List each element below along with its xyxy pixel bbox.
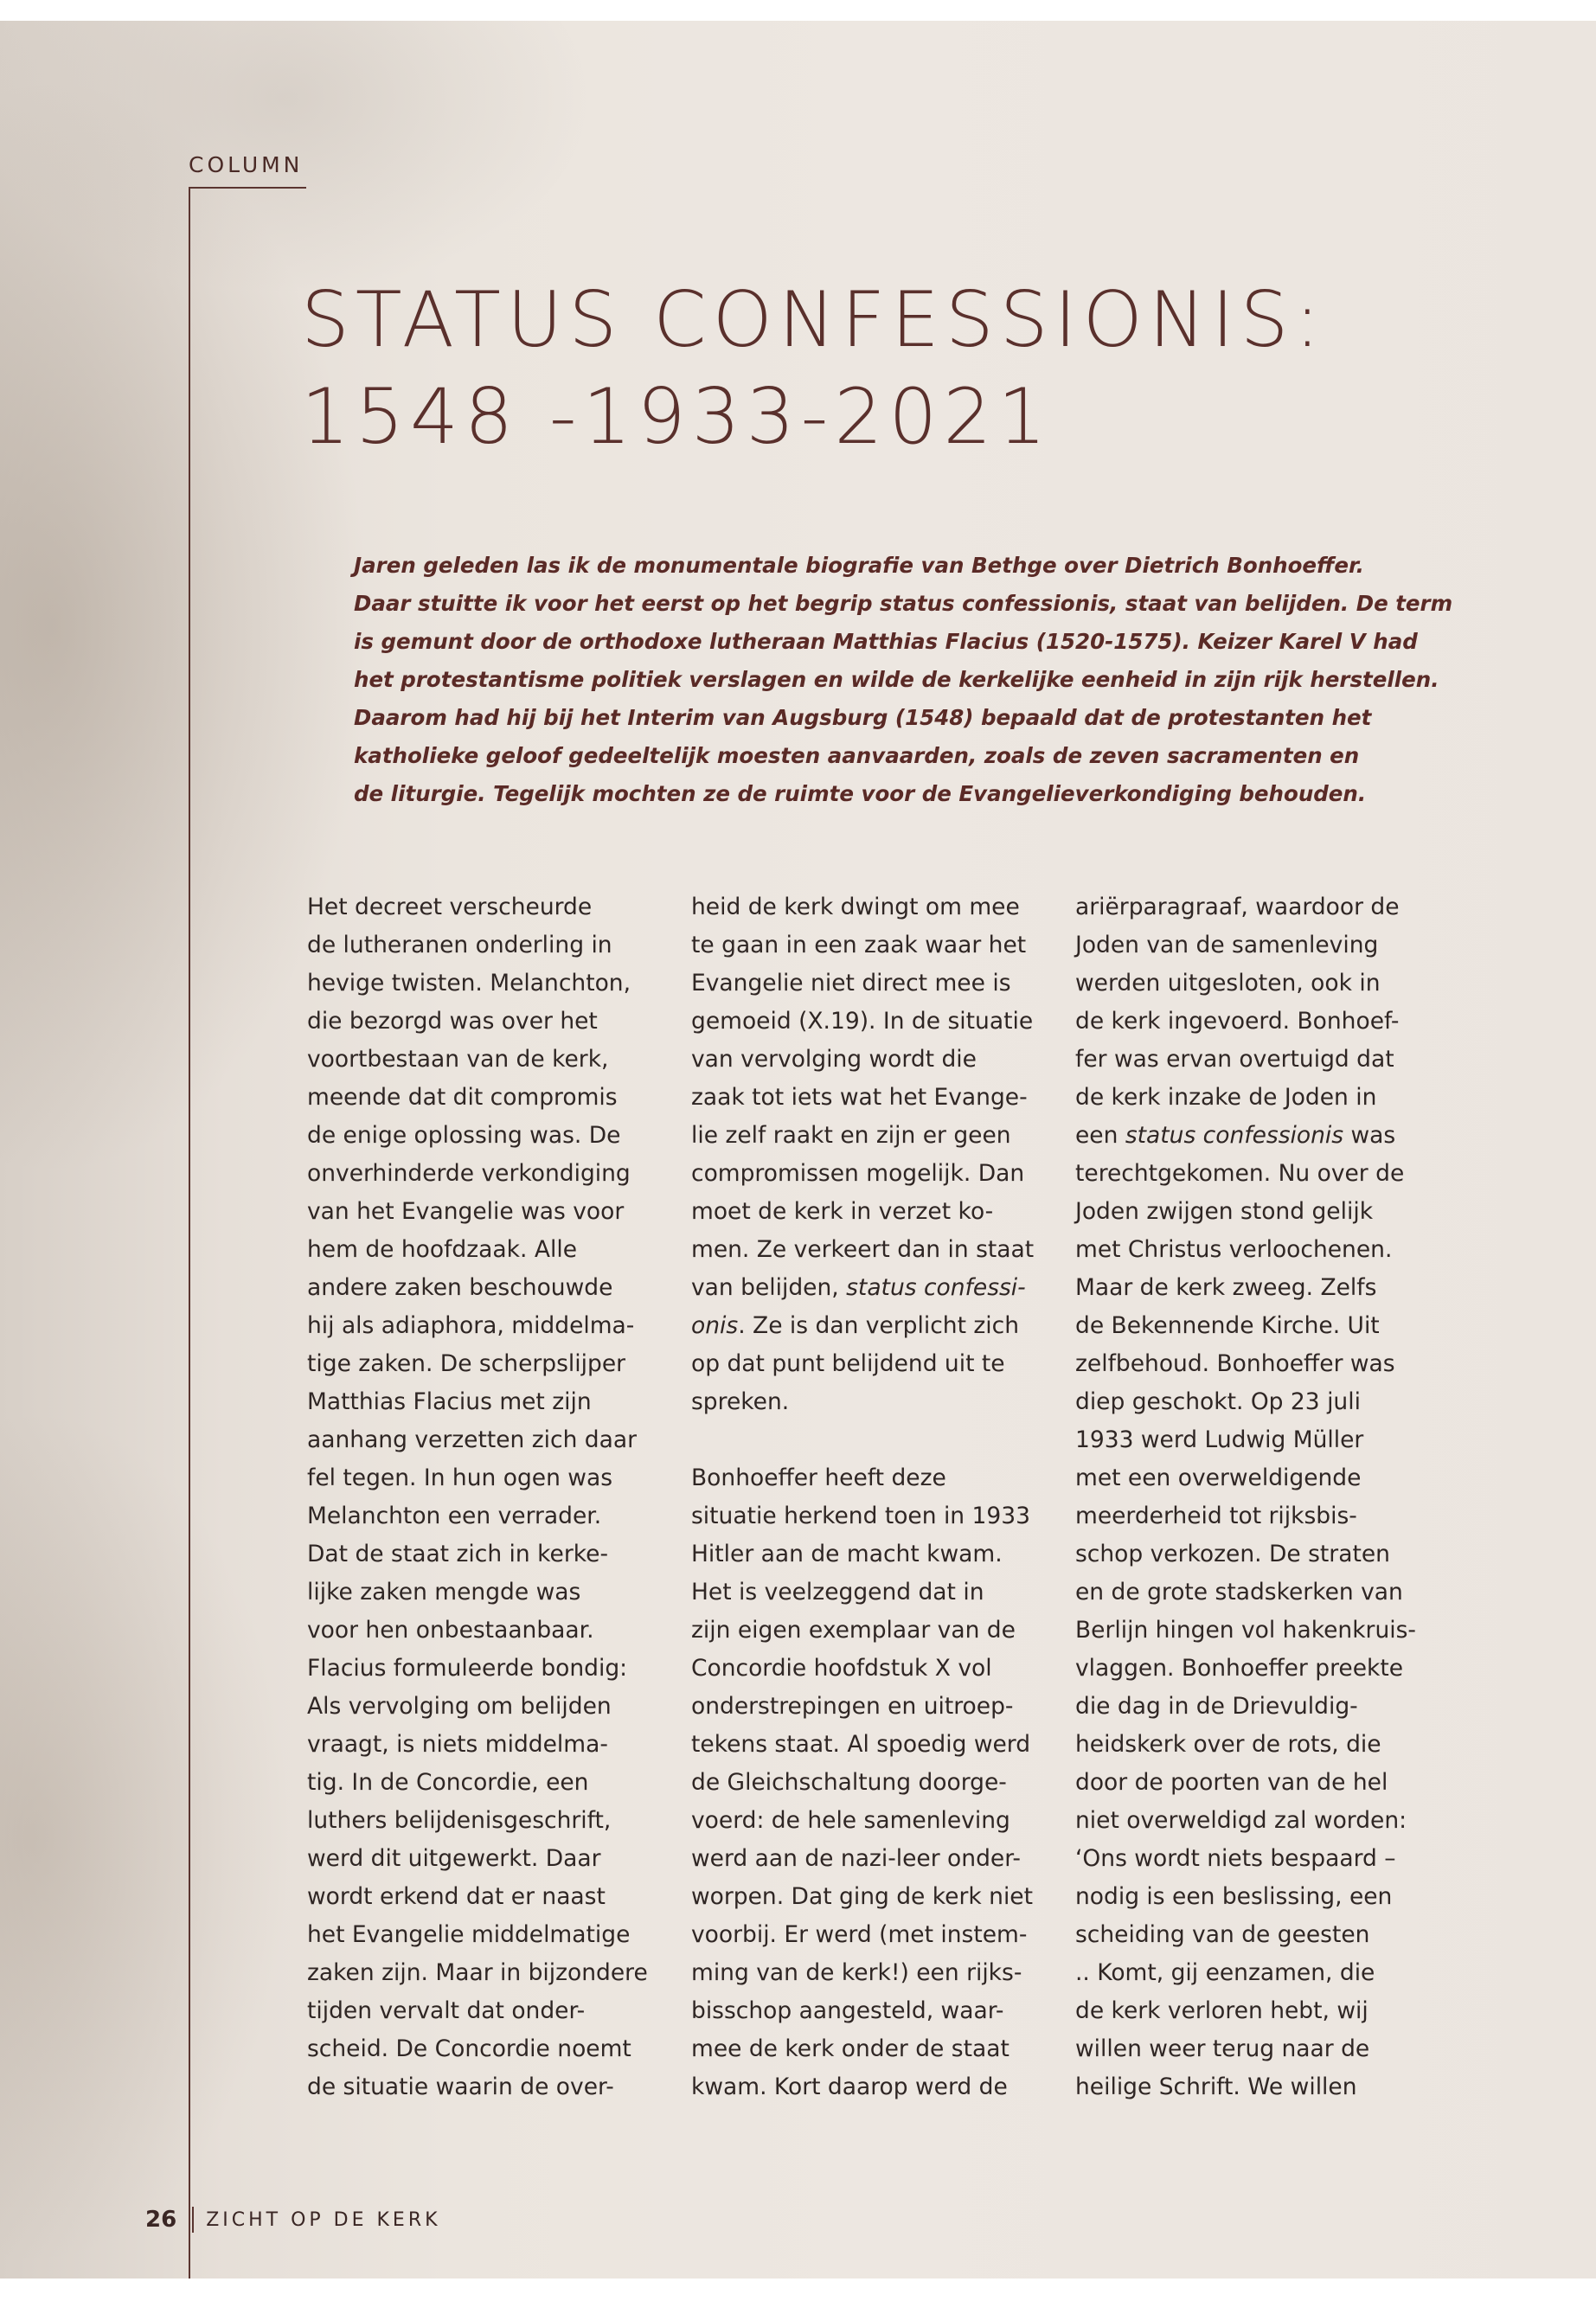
- body-line: tijden vervalt dat onder-: [307, 1997, 586, 2024]
- body-text: was: [1343, 1122, 1396, 1149]
- body-line: 1933 werd Ludwig Müller: [1075, 1426, 1364, 1453]
- body-line: gemoeid (X.19). In de situatie: [691, 1008, 1034, 1035]
- body-text: van belijden,: [691, 1274, 847, 1301]
- body-line: Maar de kerk zweeg. Zelfs: [1075, 1274, 1377, 1301]
- page-footer: [145, 2204, 441, 2235]
- body-line: Berlijn hingen vol hakenkruis-: [1075, 1617, 1416, 1644]
- body-text: een: [1075, 1122, 1125, 1149]
- body-column-2: [691, 888, 1063, 2106]
- body-text-italic: status confessi-: [846, 1274, 1026, 1301]
- intro-line: is gemunt door de orthodoxe lutheraan Matthias Flacius (1520-1575). Keizer Karel V had: [354, 629, 1418, 654]
- body-line: [691, 1307, 1063, 1345]
- body-line: aanhang verzetten zich daar: [307, 1426, 638, 1453]
- body-line: de lutheranen onderling in: [307, 932, 612, 958]
- body-line: tig. In de Concordie, een: [307, 1769, 589, 1796]
- body-line: die bezorgd was over het: [307, 1008, 598, 1035]
- body-line: zijn eigen exemplaar van de: [691, 1617, 1016, 1644]
- body-line: diep geschokt. Op 23 juli: [1075, 1388, 1361, 1415]
- body-line: Melanchton een verrader.: [307, 1503, 602, 1529]
- body-line: hem de hoofdzaak. Alle: [307, 1236, 577, 1263]
- section-label-underline: [189, 187, 306, 189]
- body-line: ming van de kerk!) een rijks-: [691, 1959, 1022, 1986]
- page-number: 26: [145, 2207, 177, 2233]
- body-line: lijke zaken mengde was: [307, 1579, 581, 1606]
- body-line: luthers belijdenisgeschrift,: [307, 1807, 612, 1834]
- body-line: fel tegen. In hun ogen was: [307, 1465, 613, 1491]
- body-line: onderstrepingen en uitroep-: [691, 1693, 1014, 1720]
- body-line: onverhinderde verkondiging: [307, 1160, 631, 1187]
- body-line: .. Komt, gij eenzamen, die: [1075, 1959, 1375, 1986]
- body-line: zelfbehoud. Bonhoeffer was: [1075, 1350, 1395, 1377]
- body-line: de kerk inzake de Joden in: [1075, 1084, 1377, 1111]
- body-line: tige zaken. De scherpslijper: [307, 1350, 626, 1377]
- body-line: Evangelie niet direct mee is: [691, 970, 1011, 997]
- body-line: van het Evangelie was voor: [307, 1198, 625, 1225]
- body-line: Matthias Flacius met zijn: [307, 1388, 592, 1415]
- body-line: het Evangelie middelmatige: [307, 1921, 631, 1948]
- body-line: schop verkozen. De straten: [1075, 1541, 1390, 1567]
- body-line: op dat punt belijdend uit te: [691, 1350, 1005, 1377]
- body-line: met Christus verloochenen.: [1075, 1236, 1393, 1263]
- body-line: hij als adiaphora, middelma-: [307, 1312, 635, 1339]
- body-line: willen weer terug naar de: [1075, 2035, 1370, 2062]
- intro-line: Daar stuitte ik voor het eerst op het begrip status confessionis, staat van belijden. De term: [354, 591, 1453, 616]
- body-line: fer was ervan overtuigd dat: [1075, 1046, 1394, 1073]
- body-line: nodig is een beslissing, een: [1075, 1883, 1393, 1910]
- body-line: Bonhoeffer heeft deze: [691, 1465, 946, 1491]
- body-line: de Gleichschaltung doorge-: [691, 1769, 1007, 1796]
- article-intro: [354, 547, 1453, 813]
- body-line: voortbestaan van de kerk,: [307, 1046, 609, 1073]
- footer-divider: [192, 2207, 194, 2233]
- body-line: door de poorten van de hel: [1075, 1769, 1388, 1796]
- body-line: heid de kerk dwingt om mee: [691, 894, 1020, 920]
- body-line: te gaan in een zaak waar het: [691, 932, 1027, 958]
- body-line: zaken zijn. Maar in bijzondere: [307, 1959, 648, 1986]
- body-line: Concordie hoofdstuk X vol: [691, 1655, 992, 1682]
- body-line: moet de kerk in verzet ko-: [691, 1198, 994, 1225]
- body-line: voerd: de hele samenleving: [691, 1807, 1010, 1834]
- body-line: en de grote stadskerken van: [1075, 1579, 1403, 1606]
- body-line: de kerk verloren hebt, wij: [1075, 1997, 1368, 2024]
- body-text-italic: onis: [691, 1312, 739, 1339]
- body-text-italic: status confessionis: [1125, 1122, 1344, 1149]
- body-line: heidskerk over de rots, die: [1075, 1731, 1381, 1758]
- body-line: met een overweldigende: [1075, 1465, 1362, 1491]
- intro-line: Jaren geleden las ik de monumentale biografie van Bethge over Dietrich Bonhoeffer.: [354, 553, 1364, 578]
- body-line: tekens staat. Al spoedig werd: [691, 1731, 1031, 1758]
- body-line: zaak tot iets wat het Evange-: [691, 1084, 1028, 1111]
- body-line: hevige twisten. Melanchton,: [307, 970, 631, 997]
- body-line: de enige oplossing was. De: [307, 1122, 621, 1149]
- section-label: COLUMN: [189, 152, 304, 177]
- body-line: werd aan de nazi-leer onder-: [691, 1845, 1021, 1872]
- body-line: voorbij. Er werd (met instem-: [691, 1921, 1028, 1948]
- body-line: Joden zwijgen stond gelijk: [1075, 1198, 1374, 1225]
- body-line: situatie herkend toen in 1933: [691, 1503, 1030, 1529]
- body-line: vraagt, is niets middelma-: [307, 1731, 608, 1758]
- body-line: Joden van de samenleving: [1075, 932, 1379, 958]
- body-line: heilige Schrift. We willen: [1075, 2073, 1357, 2100]
- article-title-line: STATUS CONFESSIONIS:: [301, 275, 1327, 364]
- body-line: bisschop aangesteld, waar-: [691, 1997, 1004, 2024]
- body-line: Hitler aan de macht kwam.: [691, 1541, 1003, 1567]
- intro-line: het protestantisme politiek verslagen en wilde de kerkelijke eenheid in zijn rijk herstellen.: [354, 667, 1439, 692]
- body-line: mee de kerk onder de staat: [691, 2035, 1010, 2062]
- body-line: men. Ze verkeert dan in staat: [691, 1236, 1035, 1263]
- body-line: voor hen onbestaanbaar.: [307, 1617, 594, 1644]
- body-line: niet overweldigd zal worden:: [1075, 1807, 1407, 1834]
- body-line: ‘Ons wordt niets bespaard –: [1075, 1845, 1396, 1872]
- body-line: meerderheid tot rijksbis-: [1075, 1503, 1357, 1529]
- body-line: [1075, 1117, 1447, 1155]
- body-line: meende dat dit compromis: [307, 1084, 618, 1111]
- body-line: spreken.: [691, 1388, 790, 1415]
- body-line: scheid. De Concordie noemt: [307, 2035, 631, 2062]
- body-line: ariërparagraaf, waardoor de: [1075, 894, 1400, 920]
- article-title: [301, 272, 1326, 465]
- body-line: Het is veelzeggend dat in: [691, 1579, 984, 1606]
- body-line: die dag in de Drievuldig-: [1075, 1693, 1358, 1720]
- body-line: van vervolging wordt die: [691, 1046, 977, 1073]
- body-column-3: [1075, 888, 1447, 2106]
- vertical-margin-rule: [189, 187, 190, 2279]
- body-line: Als vervolging om belijden: [307, 1693, 612, 1720]
- body-line: Dat de staat zich in kerke-: [307, 1541, 609, 1567]
- body-line: de kerk ingevoerd. Bonhoef-: [1075, 1008, 1400, 1035]
- body-line: scheiding van de geesten: [1075, 1921, 1370, 1948]
- body-line: de Bekennende Kirche. Uit: [1075, 1312, 1380, 1339]
- body-line: kwam. Kort daarop werd de: [691, 2073, 1008, 2100]
- intro-line: katholieke geloof gedeeltelijk moesten aanvaarden, zoals de zeven sacramenten en: [354, 743, 1360, 768]
- magazine-page: [0, 21, 1596, 2279]
- body-line: lie zelf raakt en zijn er geen: [691, 1122, 1011, 1149]
- body-line: wordt erkend dat er naast: [307, 1883, 606, 1910]
- body-text: . Ze is dan verplicht zich: [738, 1312, 1020, 1339]
- body-line: werd dit uitgewerkt. Daar: [307, 1845, 601, 1872]
- magazine-name: ZICHT OP DE KERK: [206, 2208, 441, 2231]
- body-line: compromissen mogelijk. Dan: [691, 1160, 1025, 1187]
- body-line: werden uitgesloten, ook in: [1075, 970, 1381, 997]
- body-line: Het decreet verscheurde: [307, 894, 593, 920]
- paragraph-gap: [691, 1421, 1063, 1459]
- body-line: worpen. Dat ging de kerk niet: [691, 1883, 1034, 1910]
- body-line: de situatie waarin de over-: [307, 2073, 614, 2100]
- body-line: terechtgekomen. Nu over de: [1075, 1160, 1405, 1187]
- intro-line: de liturgie. Tegelijk mochten ze de ruimte voor de Evangelieverkondiging behouden.: [354, 781, 1367, 806]
- body-line: andere zaken beschouwde: [307, 1274, 613, 1301]
- body-line: vlaggen. Bonhoeffer preekte: [1075, 1655, 1404, 1682]
- article-title-line: 1548 -1933-2021: [301, 372, 1053, 461]
- body-line: Flacius formuleerde bondig:: [307, 1655, 628, 1682]
- body-column-1: [307, 888, 679, 2106]
- intro-line: Daarom had hij bij het Interim van Augsburg (1548) bepaald dat de protestanten het: [354, 705, 1372, 730]
- body-line: [691, 1269, 1063, 1307]
